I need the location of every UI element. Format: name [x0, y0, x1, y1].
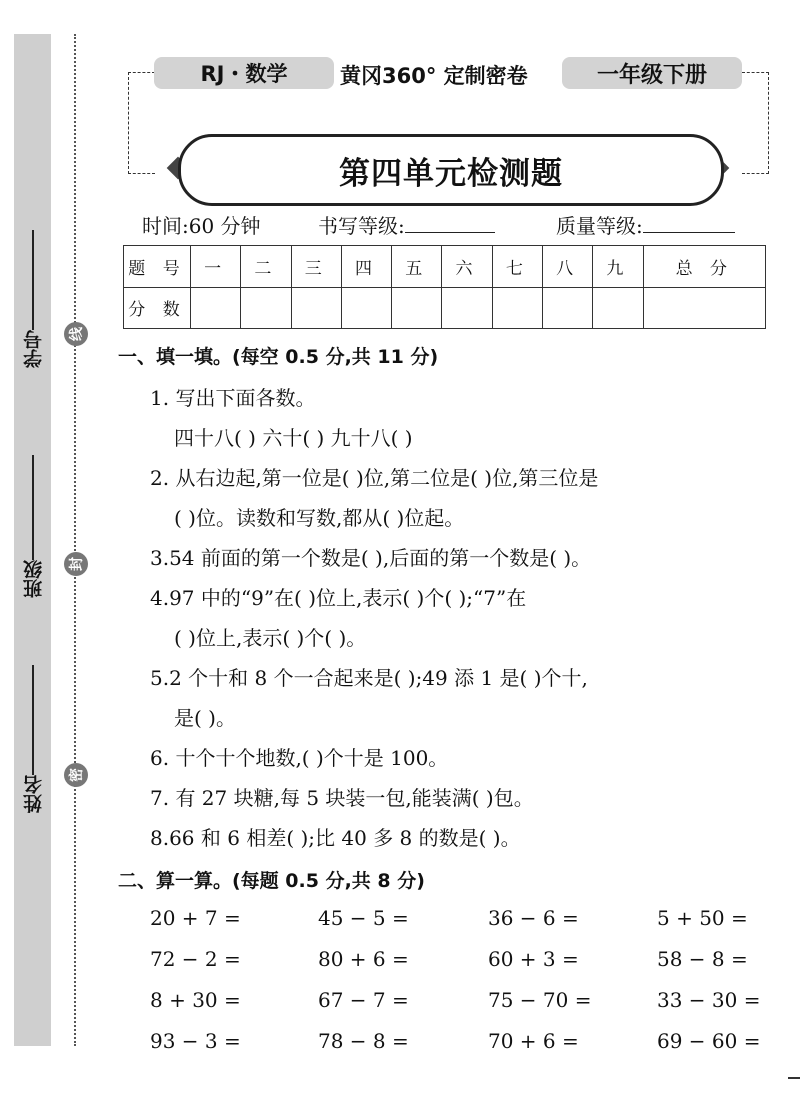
grade-badge: 一年级下册	[562, 57, 742, 89]
equation: 60 + 3 =	[488, 947, 579, 971]
score-header-cell: 总 分	[643, 246, 765, 288]
equation: 75 − 70 =	[488, 988, 592, 1012]
equation: 36 − 6 =	[488, 906, 579, 930]
score-header-cell: 五	[392, 246, 442, 288]
equation: 80 + 6 =	[318, 947, 409, 971]
page-edge-mark	[788, 1077, 800, 1079]
score-header-cell: 八	[542, 246, 592, 288]
equation: 5 + 50 =	[657, 906, 748, 930]
equation: 58 − 8 =	[657, 947, 748, 971]
question-line: 8.66 和 6 相差( );比 40 多 8 的数是( )。	[150, 826, 521, 850]
question-line: 2. 从右边起,第一位是( )位,第二位是( )位,第三位是	[150, 466, 599, 490]
subject-badge: RJ・数学	[154, 57, 334, 89]
question-line: 3.54 前面的第一个数是( ),后面的第一个数是( )。	[150, 546, 592, 570]
score-header-cell: 六	[442, 246, 492, 288]
score-cell[interactable]	[593, 287, 643, 329]
time-limit: 时间:60 分钟	[142, 214, 261, 238]
equation: 78 − 8 =	[318, 1029, 409, 1053]
score-header-cell: 一	[191, 246, 241, 288]
equation: 67 − 7 =	[318, 988, 409, 1012]
equation: 93 − 3 =	[150, 1029, 241, 1053]
writing-grade	[318, 210, 495, 239]
name-label: 姓名	[22, 775, 45, 813]
name-field	[16, 665, 50, 813]
question-line: 是( )。	[174, 706, 236, 730]
seal-line-mark: 线	[64, 322, 88, 346]
score-value-row	[124, 287, 766, 329]
score-header-row	[124, 246, 766, 288]
question-line: 1. 写出下面各数。	[150, 386, 316, 410]
score-table	[123, 245, 766, 329]
score-header-cell: 二	[241, 246, 291, 288]
score-cell[interactable]	[191, 287, 241, 329]
score-cell[interactable]	[643, 287, 765, 329]
student-id-field	[16, 230, 50, 368]
writing-grade-blank[interactable]	[405, 218, 495, 233]
class-field	[16, 455, 50, 598]
brand-label: 黄冈360° 定制密卷	[340, 64, 528, 88]
equation: 8 + 30 =	[150, 988, 241, 1012]
quality-grade	[556, 210, 735, 239]
score-header-cell: 题 号	[124, 246, 191, 288]
header-bracket-left	[128, 72, 155, 174]
score-cell[interactable]	[341, 287, 391, 329]
score-cell[interactable]	[492, 287, 542, 329]
student-id-label: 学号	[22, 330, 45, 368]
writing-grade-label: 书写等级:	[318, 214, 405, 238]
fold-line	[74, 34, 76, 1046]
class-label: 班级	[22, 560, 45, 598]
question-line: ( )位。读数和写数,都从( )位起。	[174, 506, 465, 530]
page-title: 第四单元检测题	[339, 155, 563, 192]
question-line: 6. 十个十个地数,( )个十是 100。	[150, 746, 449, 770]
score-cell[interactable]	[442, 287, 492, 329]
equation: 20 + 7 =	[150, 906, 241, 930]
title-banner	[178, 134, 724, 206]
question-line: 4.97 中的“9”在( )位上,表示( )个( );“7”在	[150, 586, 527, 610]
equation: 69 − 60 =	[657, 1029, 761, 1053]
score-cell[interactable]	[542, 287, 592, 329]
score-row-label: 分 数	[124, 287, 191, 329]
score-cell[interactable]	[241, 287, 291, 329]
equation: 45 − 5 =	[318, 906, 409, 930]
seal-secret-mark: 密	[64, 763, 88, 787]
score-cell[interactable]	[392, 287, 442, 329]
score-header-cell: 四	[341, 246, 391, 288]
question-line: ( )位上,表示( )个( )。	[174, 626, 367, 650]
quality-grade-label: 质量等级:	[556, 214, 643, 238]
score-header-cell: 三	[291, 246, 341, 288]
question-line: 7. 有 27 块糖,每 5 块装一包,能装满( )包。	[150, 786, 534, 810]
section-1-title: 一、填一填。(每空 0.5 分,共 11 分)	[118, 346, 439, 368]
equation: 72 − 2 =	[150, 947, 241, 971]
score-cell[interactable]	[291, 287, 341, 329]
question-line: 四十八( ) 六十( ) 九十八( )	[174, 426, 413, 450]
header-bracket-right	[742, 72, 769, 174]
equation: 70 + 6 =	[488, 1029, 579, 1053]
quality-grade-blank[interactable]	[643, 218, 735, 233]
score-header-cell: 七	[492, 246, 542, 288]
question-line: 5.2 个十和 8 个一合起来是( );49 添 1 是( )个十,	[150, 666, 588, 690]
score-header-cell: 九	[593, 246, 643, 288]
equation: 33 − 30 =	[657, 988, 761, 1012]
section-2-title: 二、算一算。(每题 0.5 分,共 8 分)	[118, 870, 425, 892]
seal-seal-mark: 封	[64, 552, 88, 576]
